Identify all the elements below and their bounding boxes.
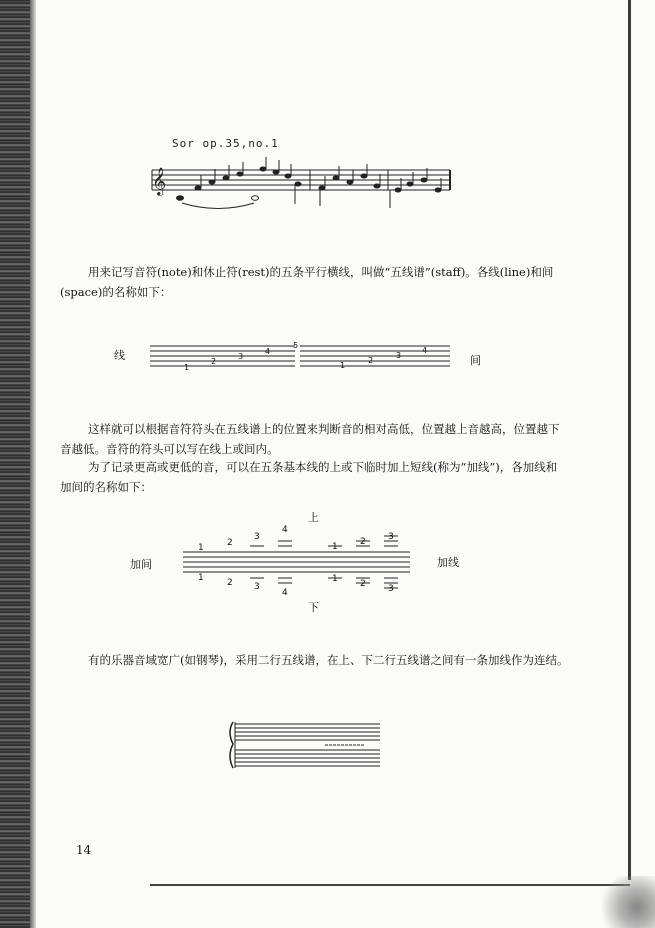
above-line-number-3: 3 bbox=[388, 532, 394, 542]
scan-binding-edge bbox=[30, 0, 36, 928]
space-number-1: 1 bbox=[340, 361, 346, 370]
ledger-lines-diagram bbox=[180, 520, 420, 600]
ledger-lines-label: 加线 bbox=[437, 556, 459, 569]
pitch-paragraph-line-1: 这样就可以根据音符符头在五线谱上的位置来判断音的相对高低，位置越上音越高，位置越下 bbox=[88, 422, 560, 436]
ledger-above-label: 上 bbox=[308, 511, 319, 524]
intro-paragraph-line-1: 用来记写音符(note)和休止符(rest)的五条平行横线，叫做“五线谱”(staff)。各线(line)和间 bbox=[88, 265, 554, 279]
grand-staff-paragraph: 有的乐器音域宽广(如钢琴)，采用二行五线谱，在上、下二行五线谱之间有一条加线作为连结。 bbox=[88, 653, 569, 667]
below-line-number-1: 1 bbox=[332, 574, 338, 584]
music-excerpt bbox=[150, 160, 460, 220]
staff-lines-label: 线 bbox=[114, 349, 125, 362]
page-bottom-edge bbox=[150, 884, 630, 886]
page-number: 14 bbox=[76, 843, 92, 857]
ledger-paragraph-line-2: 加间的名称如下： bbox=[60, 480, 152, 494]
ledger-spaces-label: 加间 bbox=[130, 558, 152, 571]
below-line-number-3: 3 bbox=[388, 584, 394, 594]
above-line-number-1: 1 bbox=[332, 542, 338, 552]
staff-names-diagram bbox=[150, 342, 450, 372]
ledger-below-label: 下 bbox=[308, 601, 319, 614]
above-space-number-1: 1 bbox=[198, 543, 204, 553]
below-space-number-3: 3 bbox=[254, 582, 260, 592]
pitch-paragraph-line-2: 音越低。音符的符头可以写在线上或间内。 bbox=[60, 442, 279, 456]
page-right-edge bbox=[628, 0, 631, 880]
intro-paragraph-line-2: (space)的名称如下： bbox=[60, 285, 172, 299]
below-space-number-1: 1 bbox=[198, 573, 204, 583]
ledger-paragraph-line-1: 为了记录更高或更低的音，可以在五条基本线的上或下临时加上短线(称为“加线”)，各加线和 bbox=[88, 460, 558, 474]
line-number-5: 5 bbox=[293, 341, 299, 350]
scan-corner-smudge bbox=[595, 876, 655, 928]
grand-staff-diagram bbox=[225, 720, 385, 770]
treble-clef-icon: 𝄞 bbox=[152, 167, 167, 195]
staff-spaces-label: 间 bbox=[470, 354, 481, 367]
line-number-4: 4 bbox=[265, 347, 271, 356]
space-number-2: 2 bbox=[368, 356, 374, 365]
above-space-number-4: 4 bbox=[282, 525, 288, 535]
space-number-3: 3 bbox=[396, 351, 402, 360]
above-line-number-2: 2 bbox=[360, 537, 366, 547]
above-space-number-2: 2 bbox=[227, 538, 233, 548]
below-space-number-4: 4 bbox=[282, 588, 288, 598]
below-line-number-2: 2 bbox=[360, 579, 366, 589]
space-number-4: 4 bbox=[422, 346, 428, 355]
excerpt-label: Sor op.35,no.1 bbox=[172, 137, 279, 150]
line-number-3: 3 bbox=[238, 352, 244, 361]
line-number-2: 2 bbox=[211, 357, 217, 366]
scan-binding-shadow bbox=[0, 0, 30, 928]
below-space-number-2: 2 bbox=[227, 578, 233, 588]
line-number-1: 1 bbox=[184, 363, 190, 372]
above-space-number-3: 3 bbox=[254, 532, 260, 542]
